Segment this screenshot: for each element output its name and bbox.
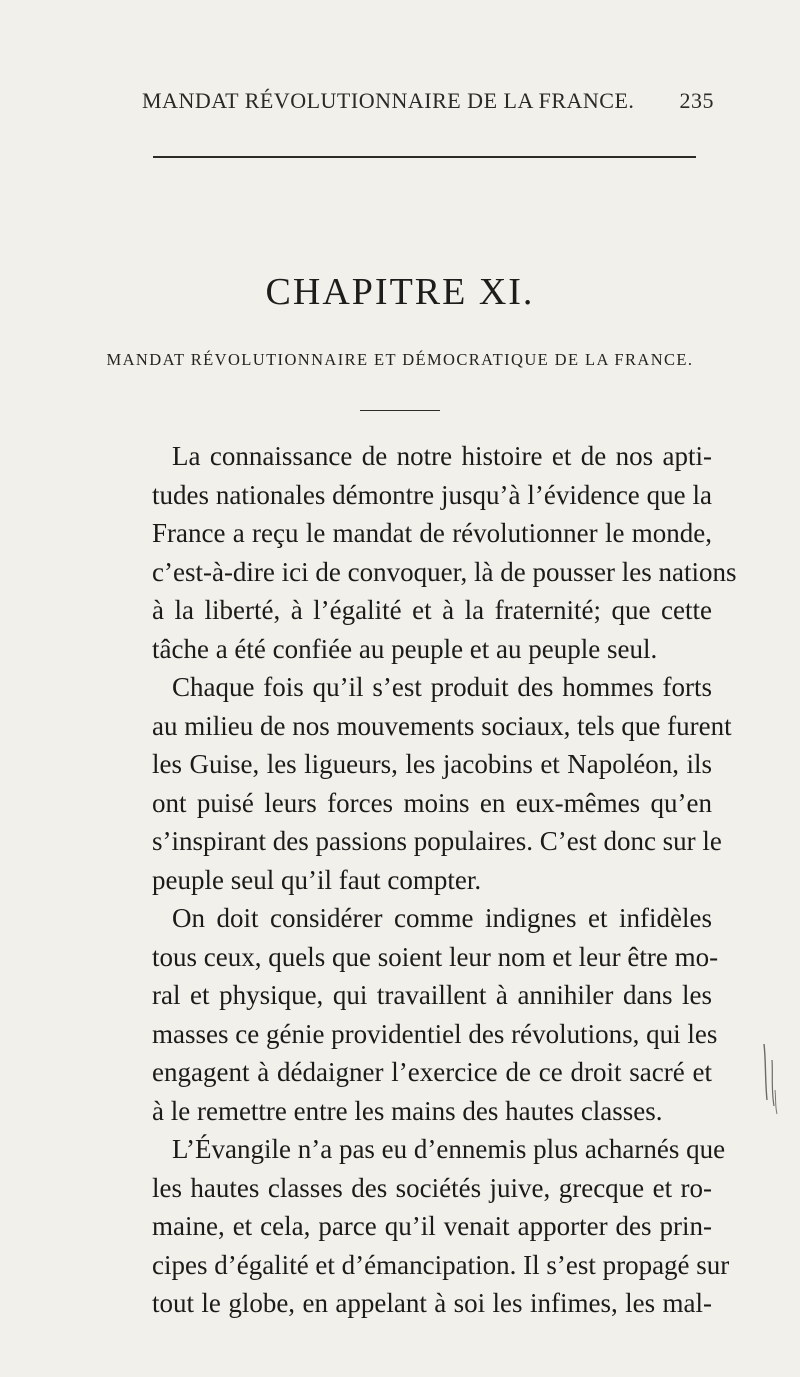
text-line: tout le globe, en appelant à soi les infimes, les mal-: [152, 1288, 712, 1318]
section-rule: [360, 410, 440, 411]
text-line: c’est-à-dire ici de convoquer, là de pousser les nations: [152, 556, 737, 587]
text-line: On doit considérer comme indignes et infidèles: [172, 903, 712, 933]
text-line: peuple seul qu’il faut compter.: [152, 864, 482, 895]
text-line: Chaque fois qu’il s’est produit des hommes forts: [172, 672, 712, 702]
text-line: à la liberté, à l’égalité et à la fraternité; que cette: [152, 595, 712, 625]
text-line: France a reçu le mandat de révolutionner le monde,: [152, 518, 712, 548]
chapter-subtitle: MANDAT RÉVOLUTIONNAIRE ET DÉMOCRATIQUE DE LA FRANCE.: [106, 350, 694, 369]
running-title: MANDAT RÉVOLUTIONNAIRE DE LA FRANCE.: [142, 88, 635, 113]
chapter-title: CHAPITRE XI.: [265, 271, 535, 313]
text-line: masses ce génie providentiel des révolutions, qui les: [152, 1018, 718, 1049]
text-line: La connaissance de notre histoire et de nos apti-: [172, 441, 712, 471]
running-head: [142, 88, 714, 118]
text-line: engagent à dédaigner l’exercice de ce droit sacré et: [152, 1057, 712, 1087]
text-line: s’inspirant des passions populaires. C’est donc sur le: [152, 826, 722, 856]
text-line: au milieu de nos mouvements sociaux, tels que furent: [152, 710, 732, 741]
text-line: L’Évangile n’a pas eu d’ennemis plus acharnés que: [172, 1134, 726, 1164]
text-line: maine, et cela, parce qu’il venait apporter des prin-: [152, 1211, 712, 1241]
text-line: tudes nationales démontre jusqu’à l’évidence que la: [152, 479, 712, 510]
text-line: les Guise, les ligueurs, les jacobins et Napoléon, ils: [152, 749, 712, 779]
text-line: ral et physique, qui travaillent à annihiler dans les: [152, 980, 712, 1010]
text-line: les hautes classes des sociétés juive, grecque et ro-: [152, 1172, 712, 1203]
text-line: ont puisé leurs forces moins en eux-mêmes qu’en: [152, 787, 712, 818]
header-rule: [153, 156, 696, 158]
text-line: à le remettre entre les mains des hautes classes.: [152, 1095, 663, 1126]
text-line: tâche a été confiée au peuple et au peuple seul.: [152, 633, 658, 664]
text-line: cipes d’égalité et d’émancipation. Il s’est propagé sur: [152, 1249, 730, 1280]
page-number: 235: [679, 88, 714, 113]
margin-pencil-mark: [758, 1040, 782, 1118]
body-text: [152, 437, 737, 1323]
text-line: tous ceux, quels que soient leur nom et leur être mo-: [152, 941, 719, 972]
